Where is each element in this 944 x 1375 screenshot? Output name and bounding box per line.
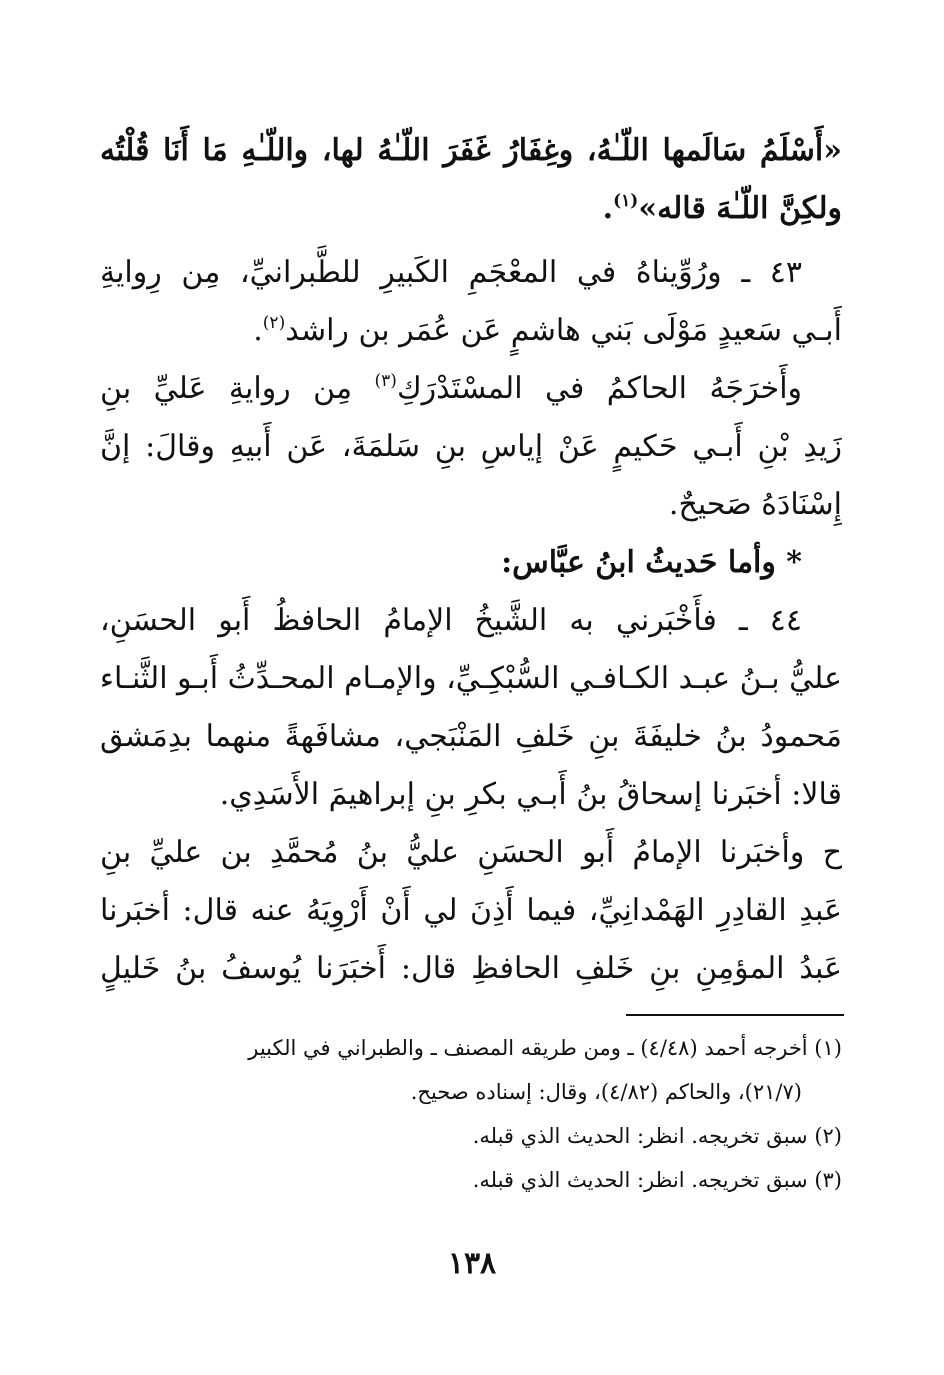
- footnote-ref-2[interactable]: (٢): [262, 313, 286, 333]
- text-line-9: ٤٤ ـ فأَخْبَرني به الشَّيخُ الإمامُ الحافظُ أَبو الحسَنِ،: [100, 603, 802, 638]
- text-line-1: «أَسْلَمُ سَالَمها اللّـٰهُ، وغِفَارُ غَفَرَ اللّـٰهُ لها، واللّـٰهِ مَا أَنَا قُلْتُه: [100, 133, 842, 168]
- text-line-12: قالا: أخبَرنا إسحاقُ بنُ أَبـي بكرِ بنِ إبراهيمَ الأَسَدِي.: [219, 777, 842, 812]
- footnote-separator: [626, 1014, 844, 1016]
- footnote-1-continued: (٢١/٧)، والحاكم (٤/٨٢)، وقال: إسناده صحيح.: [410, 1080, 802, 1104]
- section-heading: * وأما حَديثُ ابنُ عبَّاس:: [501, 545, 802, 580]
- footnote-3: (٣) سبق تخريجه. انظر: الحديث الذي قبله.: [472, 1168, 842, 1192]
- text-line-2: ولكِنَّ اللّـٰهَ قاله»$^{(١)}$.: [602, 191, 842, 226]
- main-text: [100, 122, 842, 998]
- text-line-15: عَبدُ المؤمِنِ بنِ خَلفِ الحافظِ قال: أَخبَرَنا يُوسفُ بنُ خَليلٍ: [100, 951, 842, 986]
- text-line-10: عليُّ بـنُ عبـد الكـافـي السُّبْكِـيِّ، والإمـام المحـدِّثُ أَبـو الثَّنـاء: [100, 661, 842, 696]
- text-line-4: أَبـي سَعيدٍ مَوْلَى بَني هاشمٍ عَن عُمَر بن راشد$^{(٢)}$.: [253, 313, 842, 348]
- text-line-7: إِسْنَادَهُ صَحيحٌ.: [668, 487, 842, 522]
- text-line-5: وأَخرَجَهُ الحاكمُ في المسْتَدْرَكِ$^{(٣)}$ مِن روايةِ عَليِّ بنِ: [100, 371, 803, 406]
- footnotes: [100, 1026, 842, 1202]
- text-line-14: عَبدِ القادِرِ الهَمْدانِيِّ، فيما أَذِنَ لي أَنْ أَرْوِيَهُ عنه قال: أخبَرنا: [100, 893, 842, 928]
- footnote-1: (١) أخرجه أحمد (٤/٤٨) ـ ومن طريقه المصنف ـ والطبراني في الكبير: [248, 1036, 842, 1060]
- page-number: ١٣٨: [447, 1246, 497, 1281]
- text-line-11: مَحمودُ بنُ خليفَةَ بنِ خَلفِ المَنْبَجي، مشافَهةً منهما بدِمَشق: [100, 719, 842, 754]
- text-line-3: ٤٣ ـ ورُوِّيناهُ في المعْجَمِ الكَبيرِ للطَّبرانيِّ، مِن رِوايةِ: [100, 255, 802, 290]
- footnote-2: (٢) سبق تخريجه. انظر: الحديث الذي قبله.: [472, 1124, 842, 1148]
- footnote-ref-1[interactable]: (١): [613, 191, 639, 211]
- text-line-6: زَيدِ بْنِ أَبـي حَكيمٍ عَنْ إياسِ بنِ سَلمَةَ، عَن أَبيهِ وقالَ: إنَّ: [100, 429, 842, 464]
- footnote-ref-3[interactable]: (٣): [374, 371, 397, 391]
- text-line-13: ح وأخبَرنا الإمامُ أَبو الحسَنِ عليُّ بنُ مُحمَّدِ بن عليِّ بنِ: [100, 835, 842, 870]
